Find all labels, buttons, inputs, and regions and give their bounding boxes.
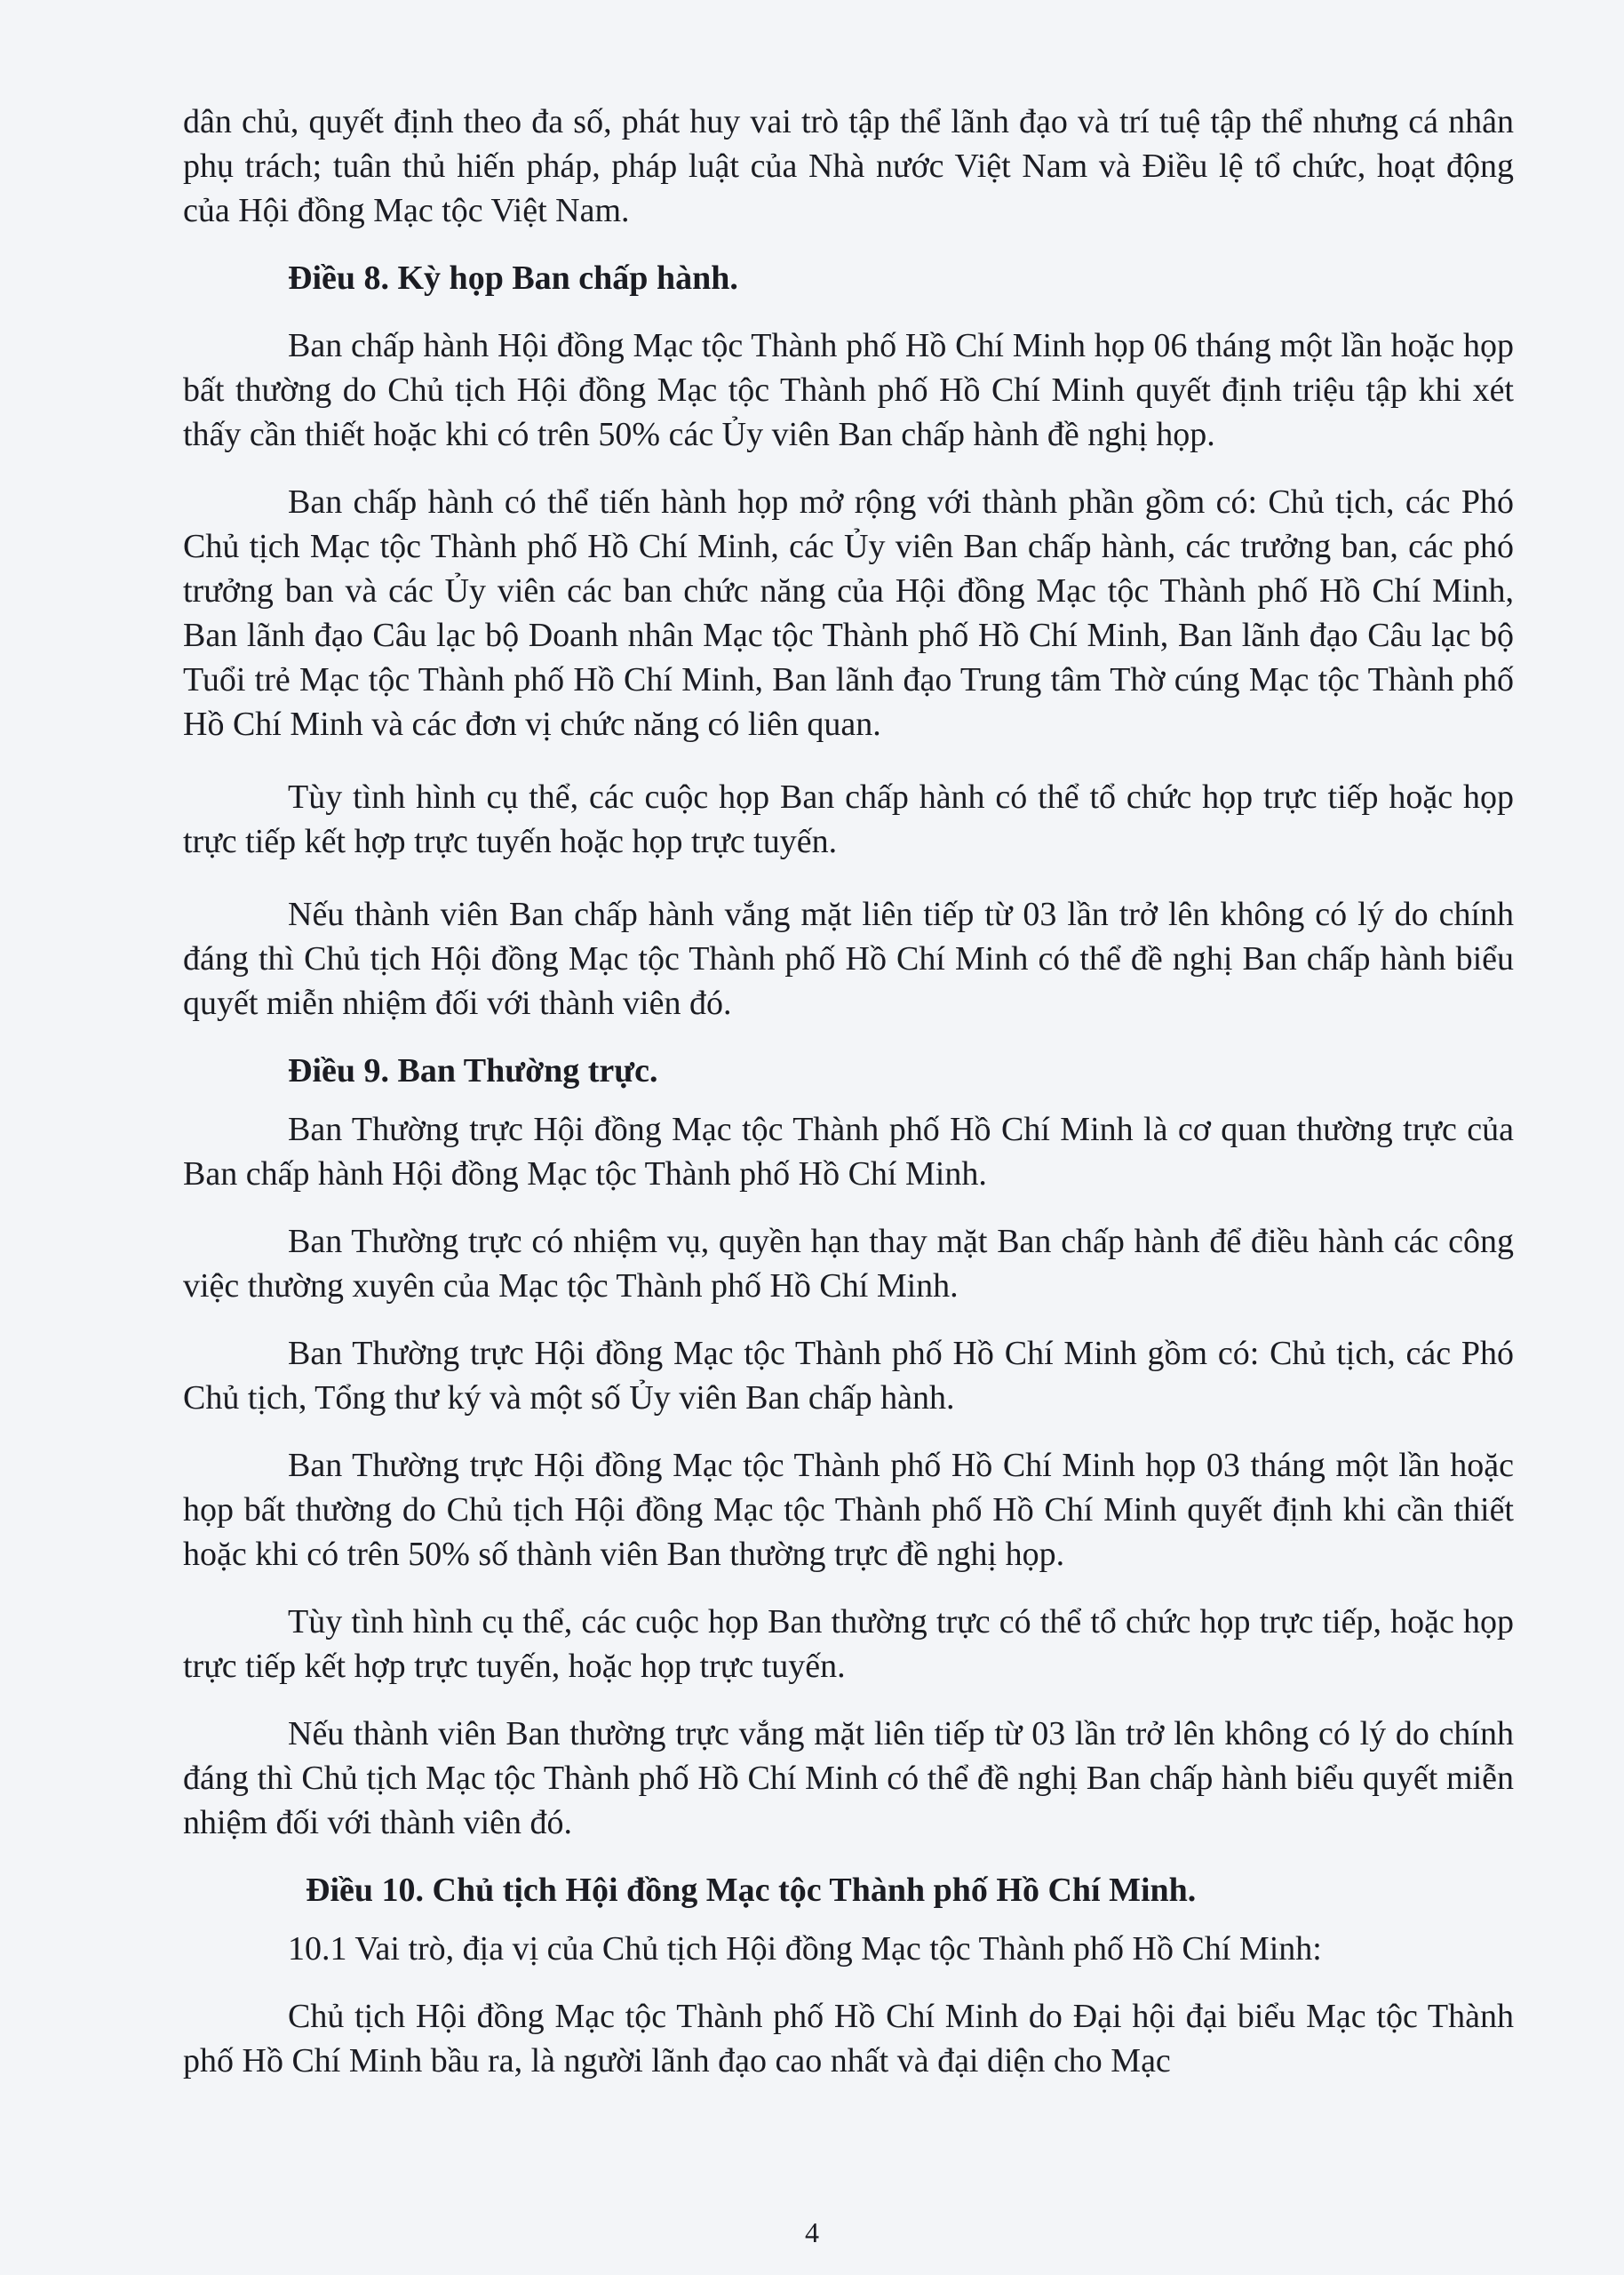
article-8-paragraph-1: Ban chấp hành Hội đồng Mạc tộc Thành phố Hồ Chí Minh họp 06 tháng một lần hoặc họp bất thường do Chủ tịch Hội đồng Mạc tộc Thành phố Hồ Chí Minh quyết định triệu tập khi xét thấy cần thiết hoặc khi có trên 50% các Ủy viên Ban chấp hành đề nghị họp. bbox=[183, 327, 1514, 453]
article-9-paragraph-2: Ban Thường trực có nhiệm vụ, quyền hạn thay mặt Ban chấp hành để điều hành các công việc thường xuyên của Mạc tộc Thành phố Hồ Chí Minh. bbox=[183, 1223, 1514, 1305]
article-10-heading: Điều 10. Chủ tịch Hội đồng Mạc tộc Thành phố Hồ Chí Minh. bbox=[306, 1872, 1197, 1909]
article-10-subsection-1: 10.1 Vai trò, địa vị của Chủ tịch Hội đồng Mạc tộc Thành phố Hồ Chí Minh: bbox=[288, 1930, 1322, 1968]
article-9-paragraph-4: Ban Thường trực Hội đồng Mạc tộc Thành phố Hồ Chí Minh họp 03 tháng một lần hoặc họp bất thường do Chủ tịch Hội đồng Mạc tộc Thành phố Hồ Chí Minh quyết định khi cần thiết hoặc khi có trên 50% số thành viên Ban thường trực đề nghị họp. bbox=[183, 1447, 1514, 1573]
article-9-heading: Điều 9. Ban Thường trực. bbox=[288, 1052, 658, 1090]
article-9-paragraph-5: Tùy tình hình cụ thể, các cuộc họp Ban thường trực có thể tổ chức họp trực tiếp, hoặc họp trực tiếp kết hợp trực tuyến, hoặc họp trực tuyến. bbox=[183, 1603, 1514, 1685]
article-8-paragraph-4: Nếu thành viên Ban chấp hành vắng mặt liên tiếp từ 03 lần trở lên không có lý do chính đáng thì Chủ tịch Hội đồng Mạc tộc Thành phố Hồ Chí Minh có thể đề nghị Ban chấp hành biểu quyết miễn nhiệm đối với thành viên đó. bbox=[183, 896, 1514, 1022]
article-9-paragraph-3: Ban Thường trực Hội đồng Mạc tộc Thành phố Hồ Chí Minh gồm có: Chủ tịch, các Phó Chủ tịch, Tổng thư ký và một số Ủy viên Ban chấp hành. bbox=[183, 1335, 1514, 1417]
article-8-paragraph-2: Ban chấp hành có thể tiến hành họp mở rộng với thành phần gồm có: Chủ tịch, các Phó Chủ tịch Mạc tộc Thành phố Hồ Chí Minh, các Ủy viên Ban chấp hành, các trưởng ban, các phó trưởng ban và các Ủy viên các ban chức năng của Hội đồng Mạc tộc Thành phố Hồ Chí Minh, Ban lãnh đạo Câu lạc bộ Doanh nhân Mạc tộc Thành phố Hồ Chí Minh, Ban lãnh đạo Câu lạc bộ Tuổi trẻ Mạc tộc Thành phố Hồ Chí Minh, Ban lãnh đạo Trung tâm Thờ cúng Mạc tộc Thành phố Hồ Chí Minh và các đơn vị chức năng có liên quan. bbox=[183, 483, 1514, 743]
article-9-paragraph-6: Nếu thành viên Ban thường trực vắng mặt liên tiếp từ 03 lần trở lên không có lý do chính đáng thì Chủ tịch Mạc tộc Thành phố Hồ Chí Minh có thể đề nghị Ban chấp hành biểu quyết miễn nhiệm đối với thành viên đó. bbox=[183, 1715, 1514, 1841]
page-number: 4 bbox=[805, 2216, 819, 2248]
article-9-paragraph-1: Ban Thường trực Hội đồng Mạc tộc Thành phố Hồ Chí Minh là cơ quan thường trực của Ban chấp hành Hội đồng Mạc tộc Thành phố Hồ Chí Minh. bbox=[183, 1111, 1514, 1193]
article-8-heading: Điều 8. Kỳ họp Ban chấp hành. bbox=[288, 259, 738, 297]
paragraph-continuation: dân chủ, quyết định theo đa số, phát huy vai trò tập thể lãnh đạo và trí tuệ tập thể nhưng cá nhân phụ trách; tuân thủ hiến pháp, pháp luật của Nhà nước Việt Nam và Điều lệ tổ chức, hoạt động của Hội đồng Mạc tộc Việt Nam. bbox=[183, 103, 1514, 229]
article-8-paragraph-3: Tùy tình hình cụ thể, các cuộc họp Ban chấp hành có thể tổ chức họp trực tiếp hoặc họp trực tiếp kết hợp trực tuyến hoặc họp trực tuyến. bbox=[183, 778, 1514, 860]
article-10-paragraph-1: Chủ tịch Hội đồng Mạc tộc Thành phố Hồ Chí Minh do Đại hội đại biểu Mạc tộc Thành phố Hồ Chí Minh bầu ra, là người lãnh đạo cao nhất và đại diện cho Mạc bbox=[183, 1998, 1514, 2079]
